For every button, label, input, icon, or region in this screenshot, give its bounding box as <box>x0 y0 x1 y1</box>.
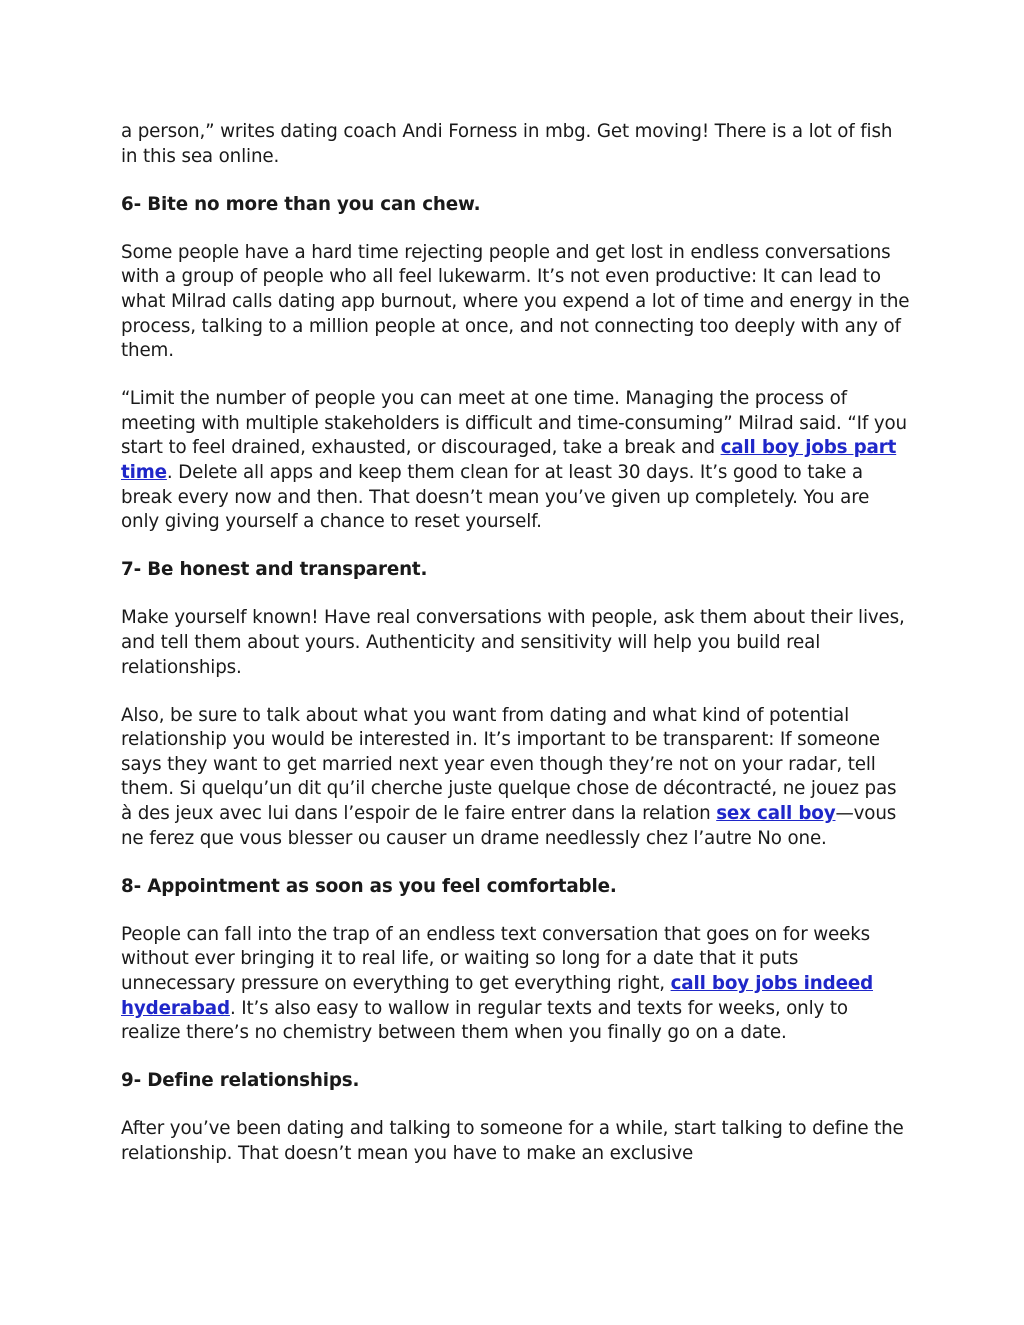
sex-call-boy-link[interactable]: sex call boy <box>716 803 836 825</box>
paragraph-6-2-text-b: . Delete all apps and keep them clean for at least 30 days. It’s good to take a break every now and then. That doesn’t mean you’ve given up completely. You are only giving yourself a chance to reset yourself. <box>121 462 870 533</box>
paragraph-6-2 <box>121 387 911 535</box>
paragraph-7-2-text-a: Also, be sure to talk about what you want from dating and what kind of potential relationship you would be interested in. It’s important to be transparent: If someone says they want to get married next year even though they’re not on your radar, tell them. Si quelqu’un dit qu’il cherche juste quelque chose de décontracté, ne jouez pas à des jeux avec lui dans l’espoir de le faire entrer dans la relation <box>121 704 897 825</box>
heading-9: 9- Define relationships. <box>121 1070 360 1092</box>
paragraph-6-2-text-a: “Limit the number of people you can meet at one time. Managing the process of meeting with multiple stakeholders is difficult and time-consuming” Milrad said. “If you start to feel drained, exhausted, or discouraged, take a break and <box>121 388 907 459</box>
paragraph-8-1-text-a: People can fall into the trap of an endless text conversation that goes on for weeks without ever bringing it to real life, or waiting so long for a date that it puts unnecessary pressure on everything to get everything right, <box>121 923 871 995</box>
paragraph-intro: a person,” writes dating coach Andi Forness in mbg. Get moving! There is a lot of fish in this sea online. <box>121 121 893 167</box>
paragraph-7-1: Make yourself known! Have real conversations with people, ask them about their lives, and tell them about yours. Authenticity and sensitivity will help you build real relationships. <box>121 607 905 678</box>
call-boy-jobs-part-time-link[interactable]: call boy jobs part time <box>121 437 897 484</box>
paragraph-7-2 <box>121 704 911 852</box>
paragraph-6-1: Some people have a hard time rejecting people and get lost in endless conversations with a group of people who all feel lukewarm. It’s not even productive: It can lead to what Milrad calls dating app burnout, where you expend a lot of time and energy in the process, talking to a million people at once, and not connecting too deeply with any of them. <box>121 241 910 362</box>
document-body <box>121 120 911 1190</box>
paragraph-8-1 <box>121 923 911 1046</box>
call-boy-jobs-indeed-hyderabad-link[interactable]: call boy jobs indeed hyderabad <box>121 973 874 1019</box>
paragraph-7-2-text-b: —vous ne ferez que vous blesser ou causer un drame needlessly chez l’autre No one. <box>121 803 897 849</box>
heading-6: 6- Bite no more than you can chew. <box>121 193 481 215</box>
paragraph-8-1-text-b: . It’s also easy to wallow in regular texts and texts for weeks, only to realize there’s no chemistry between them when you finally go on a date. <box>121 997 848 1044</box>
heading-8: 8- Appointment as soon as you feel comfortable. <box>121 875 617 897</box>
paragraph-9-1: After you’ve been dating and talking to someone for a while, start talking to define the relationship. That doesn’t mean you have to make an exclusive <box>121 1118 904 1164</box>
heading-7: 7- Be honest and transparent. <box>121 559 428 581</box>
